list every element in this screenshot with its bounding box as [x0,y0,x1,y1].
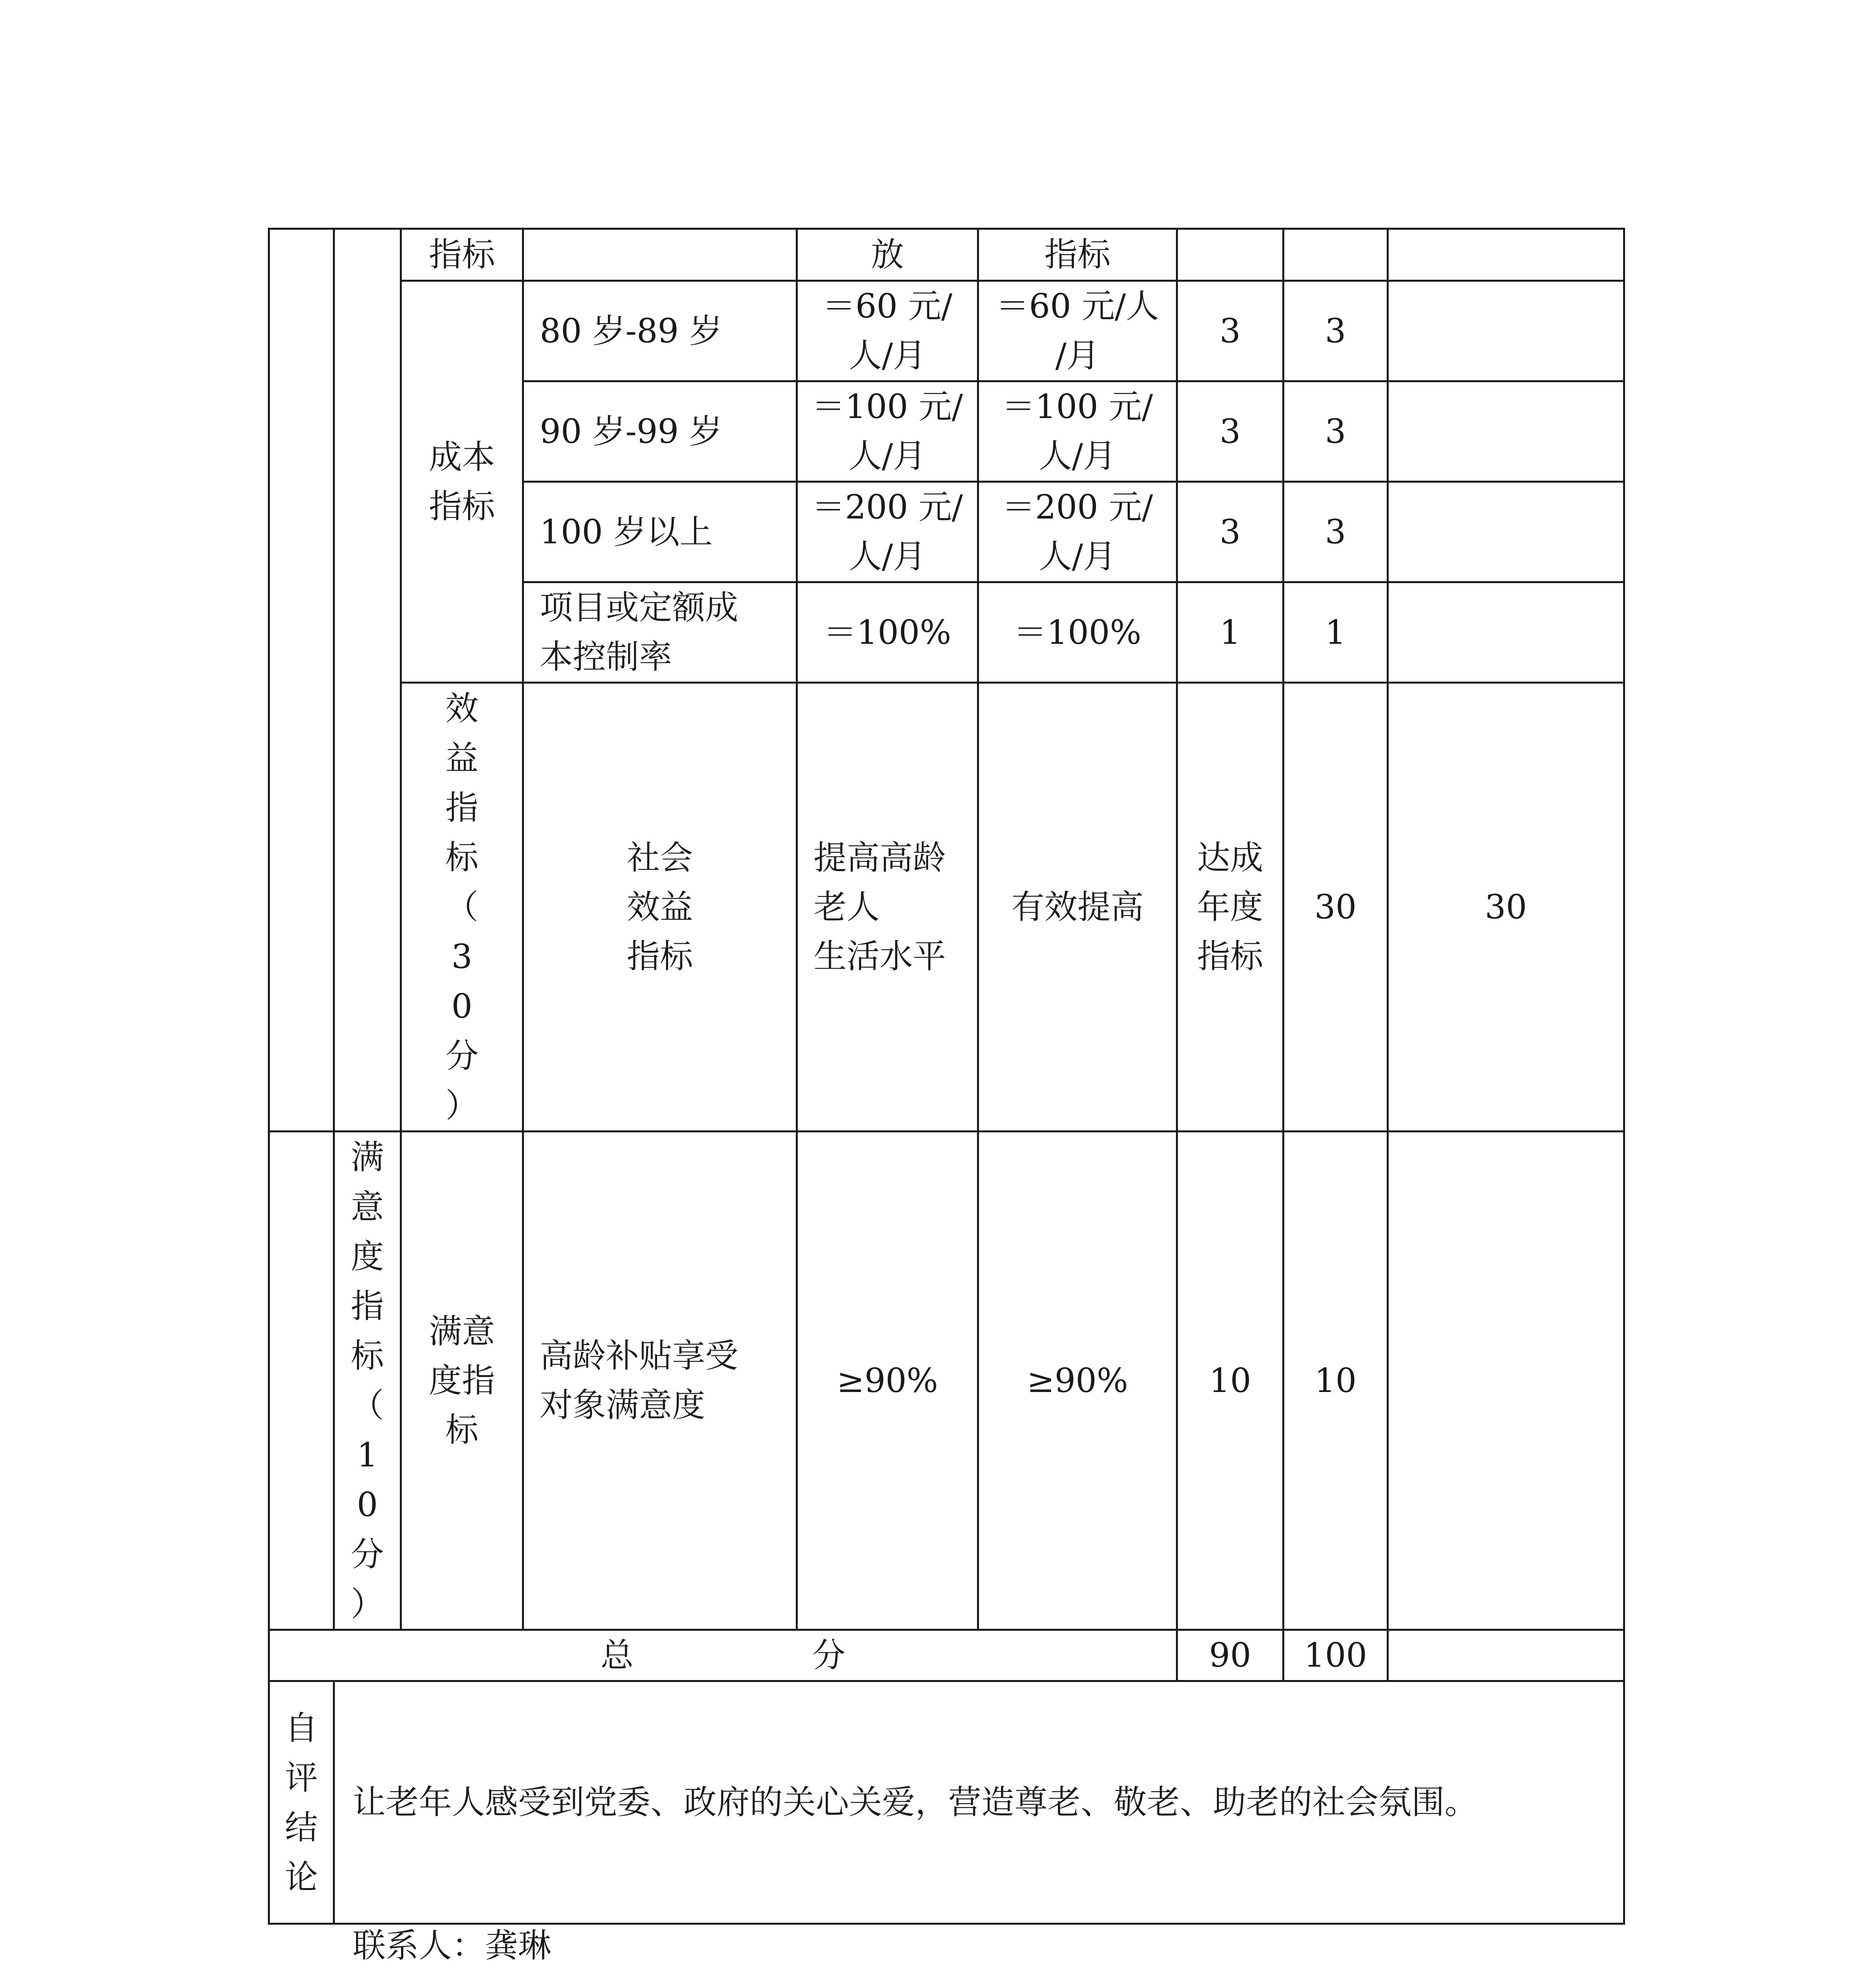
first-level-cell [334,229,401,1132]
target-value: ＝60 元/ 人/月 [797,281,978,381]
score-value: 3 [1283,281,1388,381]
score-value: 3 [1283,381,1388,482]
remarks-cell [1388,582,1624,683]
weight-value: 1 [1177,582,1283,683]
benefit-subcategory-label: 社会 效益 指标 [523,683,797,1132]
actual-value: ＝100% [978,582,1177,683]
indicator-name: 90 岁-99 岁 [523,381,797,482]
header-cell: 指标 [401,229,523,281]
table-row [269,683,1624,1132]
total-label [269,1630,1177,1681]
header-cell [1388,229,1624,281]
total-row [269,1630,1624,1681]
header-cell [1177,229,1283,281]
benefit-category-label: 效 益 指 标 （ 3 0 分 ） [401,683,523,1132]
weight-value: 10 [1177,1132,1283,1630]
target-value: ＝100 元/ 人/月 [797,381,978,482]
remarks-cell [1388,381,1624,482]
indicator-name: 80 岁-89 岁 [523,281,797,381]
header-cell: 指标 [978,229,1177,281]
indicator-name: 100 岁以上 [523,482,797,582]
remarks-cell [1388,482,1624,582]
actual-value: 达成年度 指标 [1177,683,1283,1132]
total-label-char: 分 [812,1636,845,1674]
score-value: 10 [1283,1132,1388,1630]
total-weight: 90 [1177,1630,1283,1681]
actual-value: ＝100 元/ 人/月 [978,381,1177,482]
remarks-cell [1388,1132,1624,1630]
indicator-name: 高龄补贴享受 对象满意度 [523,1132,797,1630]
self-evaluation-label: 自 评 结 论 [269,1681,334,1924]
remarks-cell [1388,1630,1624,1681]
actual-value: ≥90% [978,1132,1177,1630]
contact-person: 联系人：龚琳 [353,1926,552,1965]
satisfaction-category-label: 满 意 度 指 标 （ 1 0 分 ） [334,1132,401,1630]
actual-value: ＝200 元/ 人/月 [978,482,1177,582]
score-value: 1 [1283,582,1388,683]
indicator-name: 项目或定额成 本控制率 [523,582,797,683]
actual-value: ＝60 元/人 /月 [978,281,1177,381]
score-value: 3 [1283,482,1388,582]
satisfaction-subcategory-label: 满意 度指 标 [401,1132,523,1630]
outer-category-cell [269,1132,334,1630]
total-label-char: 总 [600,1636,634,1674]
indicator-name: 提高高龄老人 生活水平 [797,683,978,1132]
score-value: 30 [1388,683,1624,1132]
self-evaluation-text: 让老年人感受到党委、政府的关心关爱，营造尊老、敬老、助老的社会氛围。 [334,1681,1624,1924]
header-cell: 放 [797,229,978,281]
header-cell [523,229,797,281]
remarks-cell [1388,281,1624,381]
cost-indicator-label: 成本 指标 [401,281,523,683]
outer-category-cell [269,229,334,1132]
conclusion-row [269,1681,1624,1924]
performance-table [268,228,1625,1925]
weight-value: 3 [1177,281,1283,381]
weight-value: 3 [1177,381,1283,482]
target-value: 有效提高 [978,683,1177,1132]
target-value: ＝100% [797,582,978,683]
target-value: ≥90% [797,1132,978,1630]
table-row [269,1132,1624,1630]
table-row [269,281,1624,381]
weight-value: 3 [1177,482,1283,582]
header-cell [1283,229,1388,281]
target-value: ＝200 元/ 人/月 [797,482,978,582]
total-score: 100 [1283,1630,1388,1681]
weight-value: 30 [1283,683,1388,1132]
table-row [269,229,1624,281]
